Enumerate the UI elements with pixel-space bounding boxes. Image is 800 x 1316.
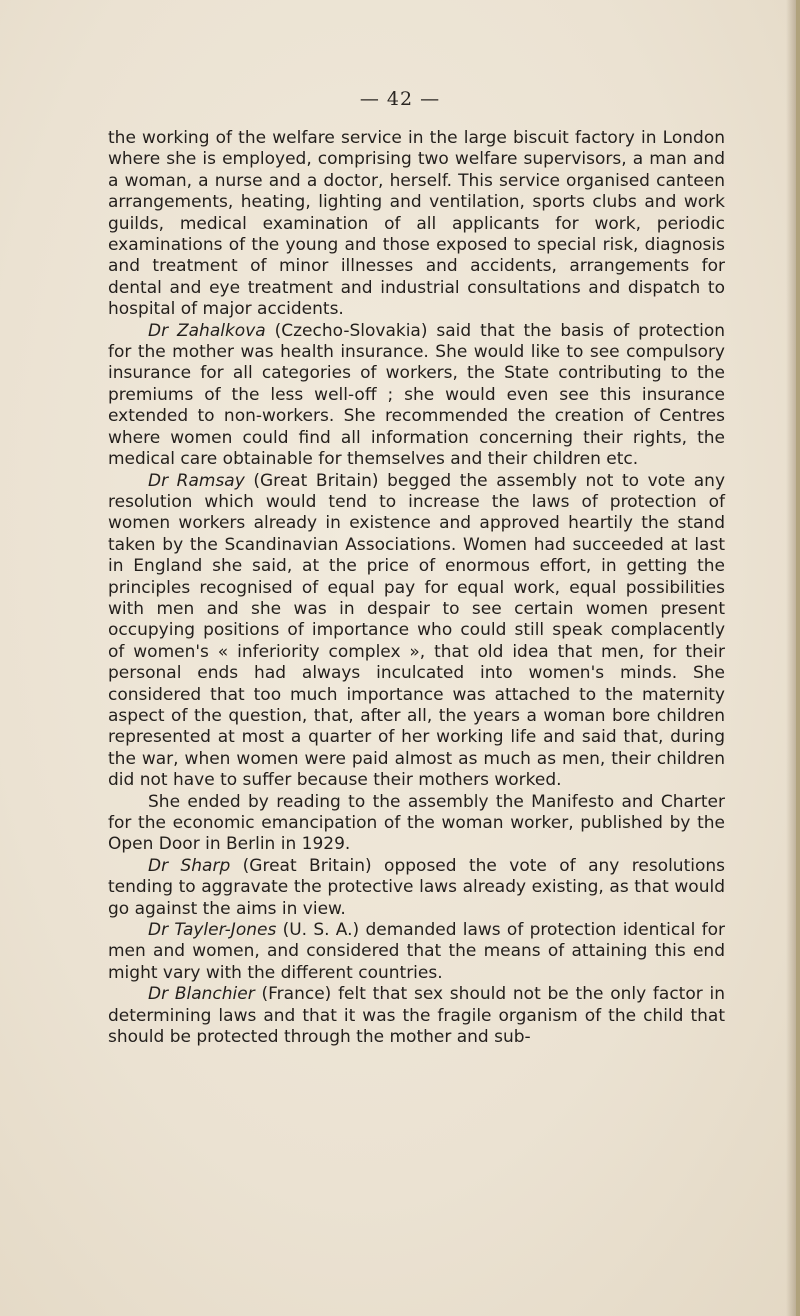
paragraph-text: (Czecho-Slovakia) said that the basis of protection for the mother was health insurance. She would like to see compulsory insurance for all categories of workers, the State contributing to the premiums of the less well-off ; she would even see this insurance extended to non-workers. She recommended the creation of Centres where women could find all information concerning their rights, the medical care obtainable for themselves and their children etc.	[108, 320, 726, 470]
speaker-name: Dr Blanchier	[148, 984, 255, 1005]
speaker-name: Dr Sharp	[148, 855, 231, 876]
paragraph-text: She ended by reading to the assembly the Manifesto and Charter for the economic emancipation of the woman worker, published by the Open Door in Berlin in 1929.	[108, 791, 725, 855]
speaker-name: Dr Tayler-Jones	[148, 920, 277, 941]
paragraph-ramsay	[108, 471, 725, 792]
paragraph-text: the working of the welfare service in the large biscuit factory in London where she is employed, comprising two welfare supervisors, a man and a woman, a nurse and a doctor, herself. This service organised canteen arrangements, heating, lighting and ventilation, sports clubs and work guilds, medical examination of all applicants for work, periodic examinations of the young and those exposed to special risk, diagnosis and treatment of minor illnesses and accidents, arrangements for dental and eye treatment and industrial consultations and dispatch to hospital of major accidents.	[108, 128, 725, 320]
paragraph-sharp	[108, 856, 725, 920]
paragraph-manifesto	[108, 792, 725, 856]
page-edge-strip	[796, 0, 800, 1316]
paragraph-blanchier	[108, 984, 725, 1048]
speaker-name: Dr Ramsay	[148, 470, 245, 491]
paragraph-tayler-jones	[108, 920, 725, 984]
paragraph-welfare-service	[108, 128, 725, 321]
speaker-name: Dr Zahalkova	[148, 320, 266, 341]
paragraph-text: (Great Britain) begged the assembly not to vote any resolution which would tend to increase the laws of protection of women workers already in existence and approved heartily the stand taken by the Scandinavian Associations. Women had succeeded at last in England she said, at the price of enormous effort, in getting the principles recognised of equal pay for equal work, equal possibilities with men and she was in despair to see certain women present occupying positions of importance who could still speak complacently of women's « inferiority complex », that old idea that men, for their personal ends had always inculcated into women's minds. She considered that too much importance was attached to the maternity aspect of the question, that, after all, the years a woman bore children represented at most a quarter of her working life and said that, during the war, when women were paid almost as much as men, their children did not have to suffer because their mothers worked.	[108, 470, 726, 791]
paragraph-text: (Great Britain) opposed the vote of any resolutions tending to aggravate the protective laws already existing, as that would go against the aims in view.	[108, 855, 725, 919]
paragraph-text: (France) felt that sex should not be the only factor in determining laws and that it was the fragile organism of the child that should be protected through the mother and sub-	[108, 984, 725, 1048]
body-text	[108, 128, 725, 1048]
page-number: — 42 —	[359, 88, 441, 110]
paragraph-zahalkova	[108, 321, 725, 471]
paragraph-text: (U. S. A.) demanded laws of protection identical for men and women, and considered that the means of attaining this end might vary with the different countries.	[108, 920, 725, 983]
